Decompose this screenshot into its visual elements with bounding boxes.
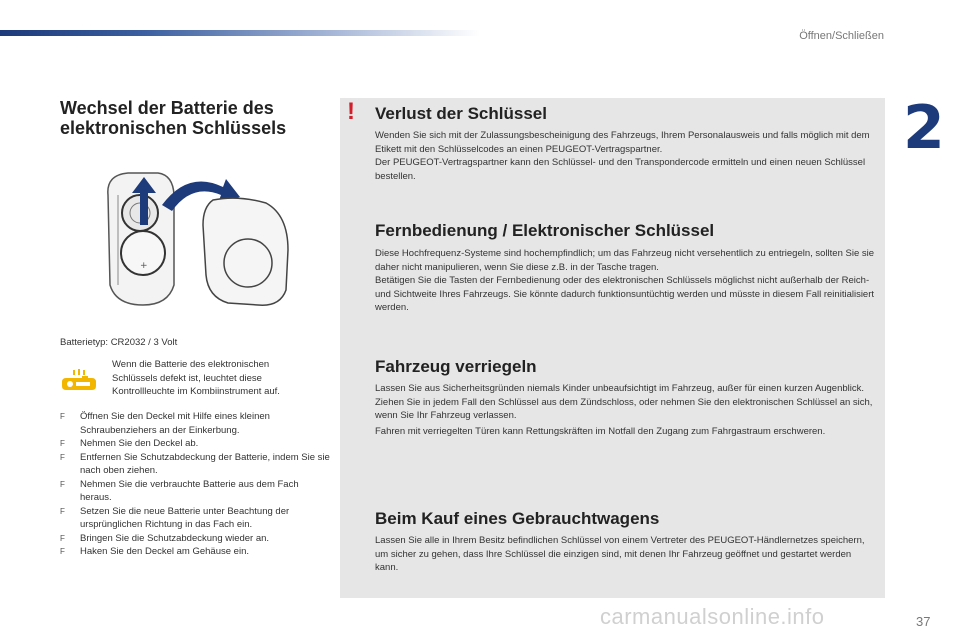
- section-body-used-car: [375, 534, 875, 575]
- section-label: Öffnen/Schließen: [799, 30, 884, 42]
- watermark: carmanualsonline.info: [600, 604, 825, 629]
- step-text: Bringen Sie die Schutzabdeckung wieder an.: [80, 532, 270, 544]
- svg-text:+: +: [140, 261, 148, 271]
- list-item: [60, 505, 330, 532]
- bullet-glyph: F: [60, 506, 65, 516]
- bullet-glyph: F: [60, 452, 65, 462]
- paragraph: Ziehen Sie in jedem Fall den Schlüssel aus dem Zündschloss, oder nehmen Sie den elektronischen Schlüssel an sich, wenn Sie Ihr Fahrzeug verlassen.: [375, 396, 873, 421]
- step-text: Setzen Sie die neue Batterie unter Beachtung der ursprünglichen Richtung in das Fach ein.: [80, 505, 290, 530]
- section-title-used-car: Beim Kauf eines Gebrauchtwagens: [375, 509, 660, 528]
- list-item: [60, 545, 330, 559]
- paragraph: Der PEUGEOT-Vertragspartner kann den Schlüssel- und den Transpondercode ermitteln und einen neuen Schlüssel bestellen.: [375, 157, 866, 182]
- key-battery-illustration: [88, 165, 298, 315]
- bullet-glyph: F: [60, 533, 65, 543]
- step-text: Haken Sie den Deckel am Gehäuse ein.: [80, 546, 249, 557]
- bullet-glyph: F: [60, 412, 65, 421]
- list-item: [60, 410, 330, 437]
- section-body-key-loss: [375, 129, 875, 183]
- section-body-locking: [375, 382, 875, 438]
- paragraph: Diese Hochfrequenz-Systeme sind hochempfindlich; um das Fahrzeug nicht versehentlich zu entriegeln, sollten Sie sie daher nicht manipulieren, wenn Sie diese z.B. in der Tasche tragen.: [375, 248, 875, 273]
- bullet-glyph: F: [60, 479, 65, 489]
- section-body-remote: [375, 247, 875, 315]
- paragraph: Wenden Sie sich mit der Zulassungsbescheinigung des Fahrzeugs, Ihrem Personalausweis und falls möglich mit dem Etikett mit den Schlüsselcodes an einen PEUGEOT-Vertragspartner.: [375, 130, 870, 155]
- header-gradient-bar: [0, 30, 480, 36]
- battery-type: Batterietyp: CR2032 / 3 Volt: [60, 337, 178, 348]
- exclamation-icon: !: [347, 98, 355, 125]
- section-title-locking: Fahrzeug verriegeln: [375, 357, 537, 376]
- battery-change-title: Wechsel der Batterie des elektronischen Schlüssels: [60, 98, 287, 138]
- section-title-remote: Fernbedienung / Elektronischer Schlüssel: [375, 221, 715, 240]
- list-item: [60, 532, 330, 546]
- list-item: [60, 437, 330, 451]
- warning-lamp-note: Wenn die Batterie des elektronischen Schlüssels defekt ist, leuchtet diese Kontrollleuchte im Kombiinstrument auf.: [112, 359, 280, 397]
- battery-change-steps: [60, 410, 330, 559]
- chapter-number: 2: [903, 93, 945, 163]
- bullet-glyph: F: [60, 439, 65, 448]
- list-item: [60, 451, 330, 478]
- step-text: Nehmen Sie die verbrauchte Batterie aus dem Fach heraus.: [80, 478, 299, 503]
- list-item: [60, 478, 330, 505]
- paragraph: Lassen Sie alle in Ihrem Besitz befindlichen Schlüssel von einem Vertreter des PEUGEOT-Händlernetzes speichern, um sicher zu gehen, dass Ihre Schlüssel die einzigen sind, mit denen Ihr Fahrzeug geöffnet und gestartet werden kann.: [375, 535, 865, 573]
- bullet-glyph: F: [60, 547, 65, 556]
- step-text: Öffnen Sie den Deckel mit Hilfe eines kleinen Schraubenziehers an der Einkerbung.: [80, 411, 270, 436]
- paragraph: Lassen Sie aus Sicherheitsgründen niemals Kinder unbeaufsichtigt im Fahrzeug, außer für einen kurzen Augenblick.: [375, 383, 865, 394]
- paragraph: Fahren mit verriegelten Türen kann Rettungskräften im Notfall den Zugang zum Fahrgastraum erschweren.: [375, 425, 826, 437]
- key-cover-outline: [203, 198, 288, 305]
- key-battery-warning-icon: [60, 368, 98, 392]
- step-text: Entfernen Sie Schutzabdeckung der Batterie, indem Sie sie nach oben ziehen.: [80, 451, 330, 476]
- step-text: Nehmen Sie den Deckel ab.: [80, 438, 199, 449]
- section-title-key-loss: Verlust der Schlüssel: [375, 104, 547, 123]
- page-number: 37: [916, 614, 931, 629]
- paragraph: Betätigen Sie die Tasten der Fernbedienung oder des elektronischen Schlüssels möglichst nicht außerhalb der Reich- und Sichtweite Ihres Fahrzeugs. Sie könnte dadurch funktionsuntüchtig werden und müsste in diesem Fall reinitialisiert werden.: [375, 275, 875, 313]
